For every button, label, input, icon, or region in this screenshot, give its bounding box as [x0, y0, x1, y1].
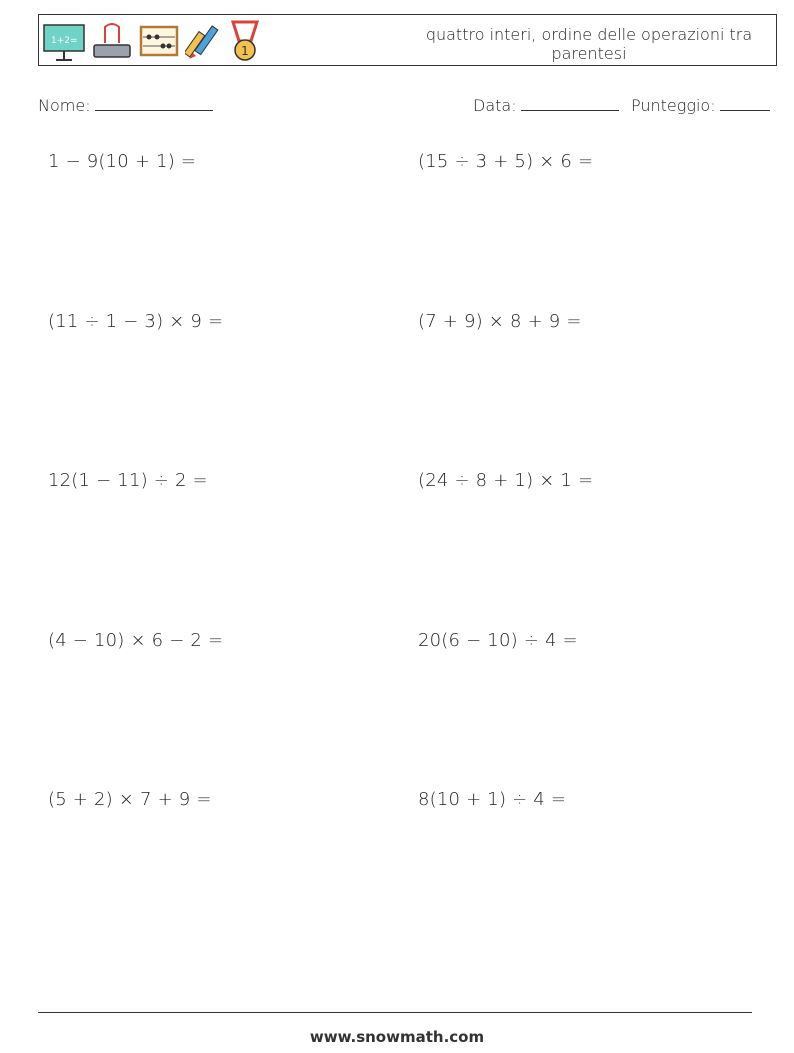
chalkboard-icon: [41, 19, 87, 63]
problem-8: 20(6 − 10) ÷ 4 =: [418, 630, 578, 651]
svg-text:1: 1: [241, 44, 249, 58]
problem-6: (24 ÷ 8 + 1) × 1 =: [418, 470, 594, 491]
problem-2: (15 ÷ 3 + 5) × 6 =: [418, 151, 594, 172]
worksheet-header: [38, 14, 777, 66]
date-field: [473, 94, 619, 115]
problem-5: 12(1 − 11) ÷ 2 =: [48, 470, 208, 491]
abacus-icon: [137, 19, 181, 63]
score-label: Punteggio:: [631, 96, 716, 115]
name-label: Nome:: [38, 96, 91, 115]
problem-1: 1 − 9(10 + 1) =: [48, 151, 197, 172]
score-line[interactable]: [720, 94, 770, 111]
problem-3: (11 ÷ 1 − 3) × 9 =: [48, 311, 224, 332]
date-line[interactable]: [521, 94, 619, 111]
header-icons: [41, 18, 263, 64]
svg-text:1+2=: 1+2=: [51, 36, 78, 46]
medal-icon: [227, 19, 263, 63]
name-line[interactable]: [95, 94, 213, 111]
footer-site[interactable]: www.snowmath.com: [309, 1028, 485, 1046]
name-field: [38, 94, 213, 115]
binder-clip-icon: [91, 19, 133, 63]
problem-7: (4 − 10) × 6 − 2 =: [48, 630, 224, 651]
footer-divider: [38, 1012, 752, 1013]
pencils-icon: [185, 19, 223, 63]
problem-10: 8(10 + 1) ÷ 4 =: [418, 789, 567, 810]
problem-9: (5 + 2) × 7 + 9 =: [48, 789, 212, 810]
worksheet-title: quattro interi, ordine delle operazioni tra parentesi: [425, 25, 753, 63]
problem-4: (7 + 9) × 8 + 9 =: [418, 311, 582, 332]
score-field: [631, 94, 770, 115]
date-label: Data:: [473, 96, 517, 115]
